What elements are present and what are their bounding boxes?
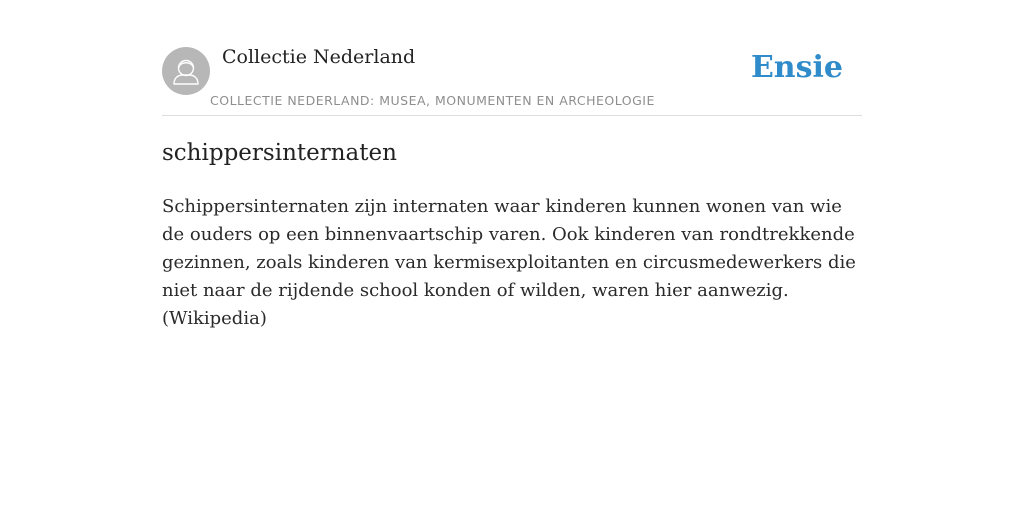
entry-definition: Schippersinternaten zijn internaten waar kinderen kunnen wonen van wie de ouders op een binnenvaartschip varen. Ook kinderen van rondtrekkende gezinnen, zoals kinderen van kermisexploitanten en circusmedewerkers die niet naar de rijdende school konden of wilden, waren hier aanwezig. (Wikipedia): [162, 196, 856, 329]
source-collection: COLLECTIE NEDERLAND: MUSEA, MONUMENTEN EN ARCHEOLOGIE: [210, 93, 655, 108]
author-avatar[interactable]: [162, 47, 210, 95]
entry-title: schippersinternaten: [162, 140, 397, 166]
ensie-logo[interactable]: Ensie: [750, 50, 843, 85]
user-avatar-icon: [162, 47, 210, 95]
author-name[interactable]: Collectie Nederland: [222, 46, 416, 68]
entry-header: [162, 40, 862, 116]
